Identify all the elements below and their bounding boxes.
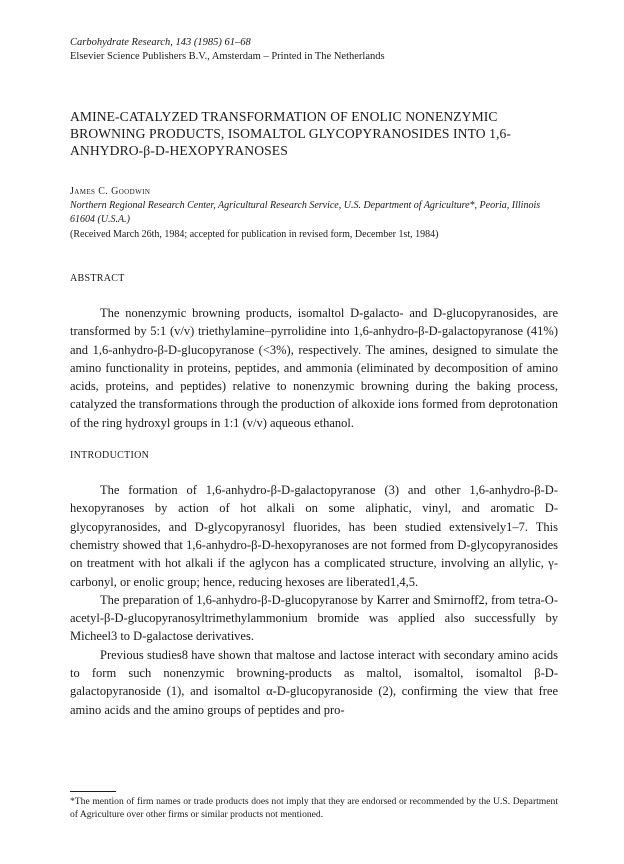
footnote: *The mention of firm names or trade products does not imply that they are endorsed or recommended by the U.S. Department of Agriculture over other firms or similar products not mentioned. xyxy=(70,796,558,820)
article-page xyxy=(70,36,558,719)
publisher-line: Elsevier Science Publishers B.V., Amsterdam – Printed in The Netherlands xyxy=(70,51,385,62)
author-affiliation: Northern Regional Research Center, Agricultural Research Service, U.S. Department of Agriculture*, Peoria, Illinois 61604 (U.S.A.) xyxy=(70,200,541,225)
intro-paragraph-1: The formation of 1,6-anhydro-β-D-galactopyranose (3) and other 1,6-anhydro-β-D-hexopyranoses by action of hot alkali on some aliphatic, vinyl, and aromatic D-glycopyranosides, and D-glycopyranosyl fluorides, has been studied extensively1–7. This chemistry showed that 1,6-anhydro-β-D-hexopyranoses are not formed from D-glycopyranosides on treatment with hot alkali if the aglycon has a complicated structure, involving an allylic, γ-carbonyl, or enolic group; hence, reducing hexoses are liberated1,4,5. xyxy=(70,483,558,589)
intro-paragraph-3: Previous studies8 have shown that maltose and lactose interact with secondary amino acids to form such nonenzymic browning-products as maltol, isomaltol, isomaltol β-D-galactopyranoside (1), and isomaltol α-D-glucopyranoside (2), confirming the view that free amino acids and the amino groups of peptides and pro- xyxy=(70,647,558,717)
introduction-heading: INTRODUCTION xyxy=(70,450,150,462)
author-name: James C. Goodwin xyxy=(70,186,151,197)
abstract-paragraph: The nonenzymic browning products, isomaltol D-galacto- and D-glucopyranosides, are transformed by 5:1 (v/v) triethylamine–pyrrolidine into 1,6-anhydro-β-D-galactopyranose (41%) and 1,6-anhydro-β-D-glucopyranose (<3%), respectively. The amines, designed to simulate the amino functionality in proteins, peptides, and ammonia (eliminated by decomposition of amino acids, proteins, and peptides) relative to nonenzymic browning during the baking process, catalyzed the transformations through the production of alkoxide ions formed from deprotonation of the ring hydroxyl groups in 1:1 (v/v) aqueous ethanol. xyxy=(70,306,558,430)
article-title: AMINE-CATALYZED TRANSFORMATION OF ENOLIC NONENZYMIC BROWNING PRODUCTS, ISOMALTOL GLYCOPYRANOSIDES INTO 1,6-ANHYDRO-β-D-HEXOPYRANOSES xyxy=(70,109,512,158)
journal-header xyxy=(70,36,558,64)
introduction-body xyxy=(70,481,558,719)
abstract-heading: ABSTRACT xyxy=(70,273,125,284)
journal-citation: Carbohydrate Research, 143 (1985) 61–68 xyxy=(70,37,251,48)
intro-paragraph-2: The preparation of 1,6-anhydro-β-D-glucopyranose by Karrer and Smirnoff2, from tetra-O-acetyl-β-D-glucopyranosyltrimethylammonium bromide was applied also successfully by Micheel3 to D-galactose derivatives. xyxy=(70,592,558,644)
footnote-divider xyxy=(70,791,116,792)
received-dates: (Received March 26th, 1984; accepted for publication in revised form, December 1st, 1984) xyxy=(70,229,439,240)
abstract-body xyxy=(70,304,558,432)
